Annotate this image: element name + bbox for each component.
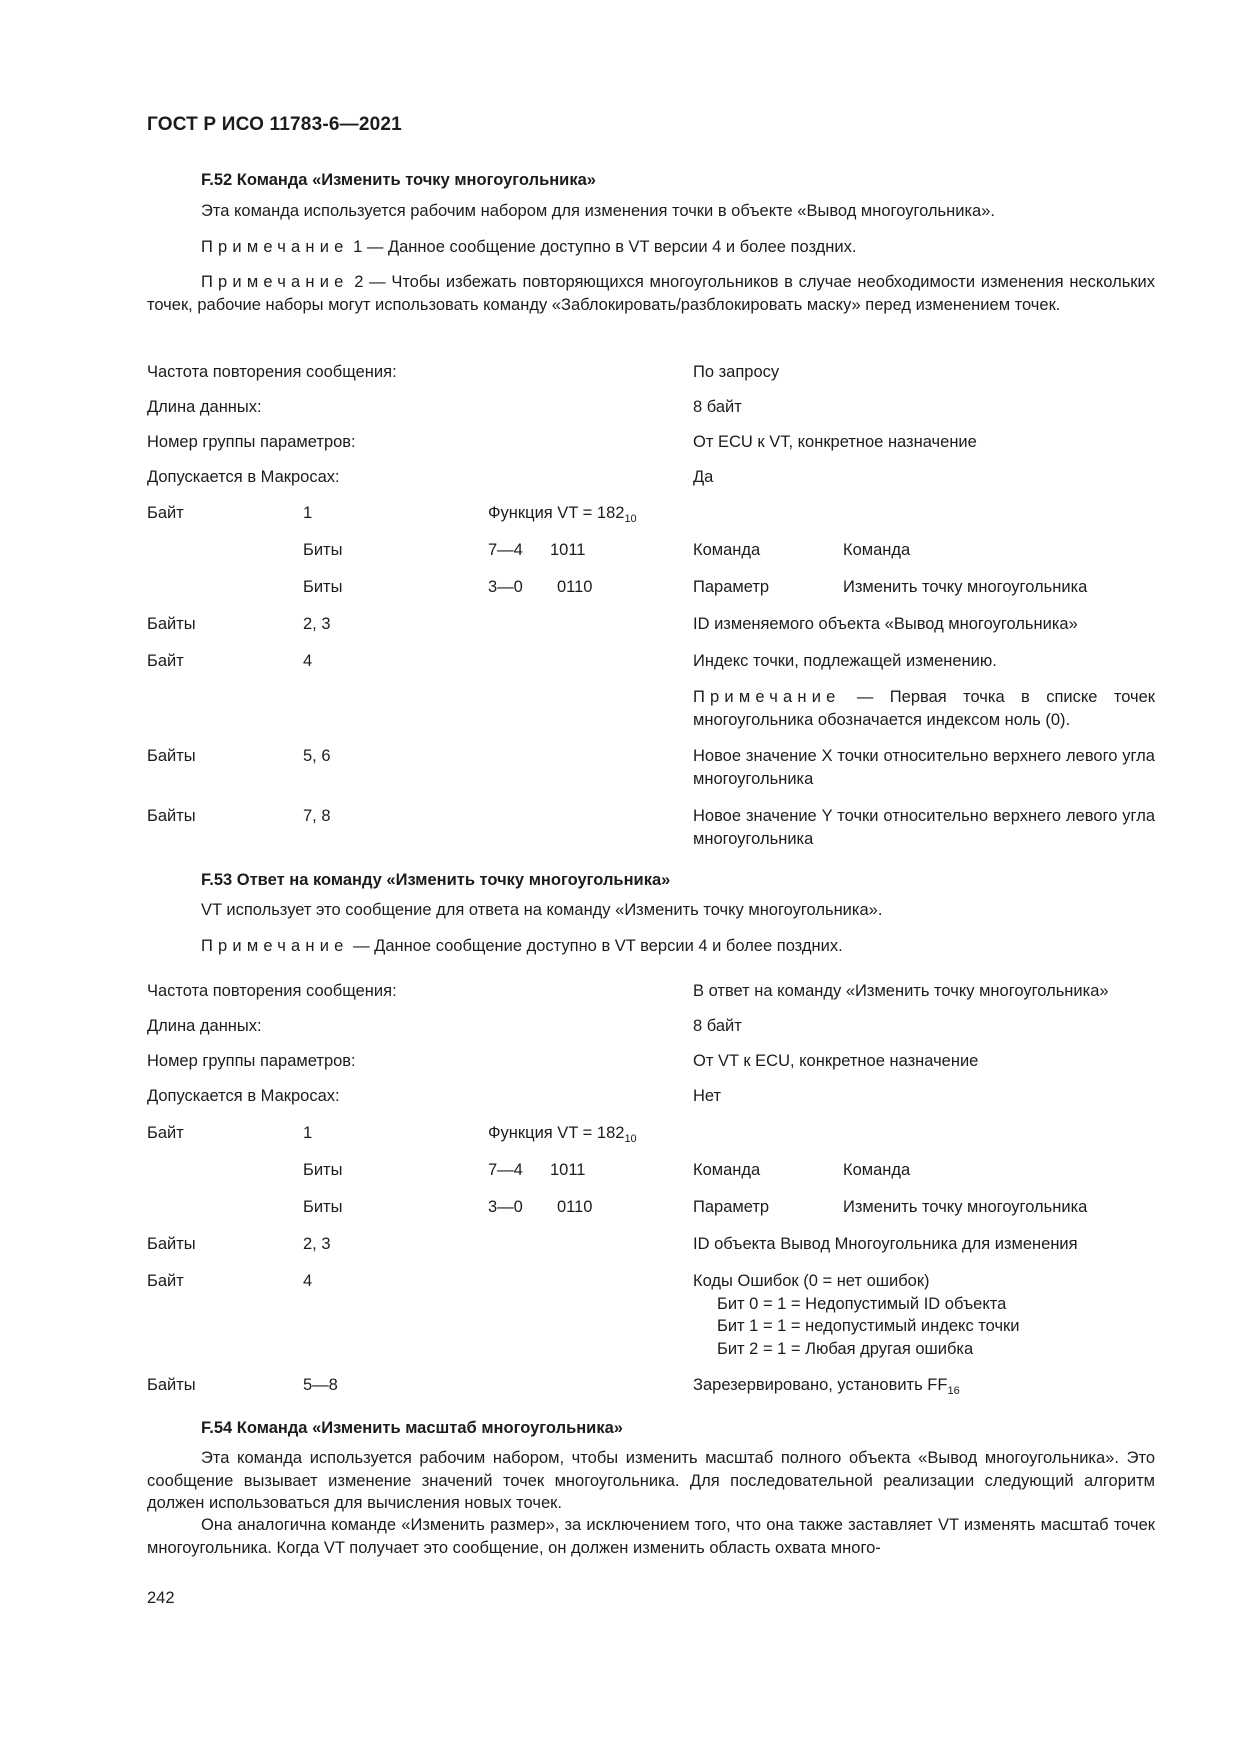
byte-desc: Зарезервировано, установить $FF_{16}$ <box>693 1376 960 1397</box>
property-label: Допускается в Макросах: <box>147 1087 340 1105</box>
property-label: Номер группы параметров: <box>147 1052 356 1070</box>
byte-desc: ID изменяемого объекта «Вывод многоугольника» <box>693 615 1078 633</box>
bits-name: Параметр <box>693 578 770 596</box>
property-label: Частота повторения сообщения: <box>147 982 397 1000</box>
bits-range: 3—0 <box>488 1198 523 1216</box>
bits-value: 0110 <box>557 578 593 596</box>
bits-name: Команда <box>693 1161 761 1179</box>
f53-note <box>147 935 1155 958</box>
f53-intro <box>147 899 1155 922</box>
property-label: Частота повторения сообщения: <box>147 363 397 381</box>
property-value: Нет <box>693 1087 722 1105</box>
property-row <box>147 431 1157 455</box>
paragraph: Она аналогична команде «Изменить размер», за исключением того, что она также заставляет VT изменять масштаб точек многоугольника. Когда VT получает это сообщение, он должен изменить область охвата много- <box>147 1516 1155 1557</box>
f54-para-1 <box>147 1447 1155 1515</box>
byte-label: Байты <box>147 1376 196 1394</box>
property-label: Номер группы параметров: <box>147 433 356 451</box>
note-label: Примечание <box>201 273 349 291</box>
error-bit: Бит 2 = 1 = Любая другая ошибка <box>717 1339 974 1358</box>
section-heading: F.53 Ответ на команду «Изменить точку многоугольника» <box>201 871 671 889</box>
bits-label: Биты <box>303 1161 343 1179</box>
byte-number: 5, 6 <box>303 747 331 765</box>
byte-label: Байт <box>147 504 184 522</box>
byte-number: 7, 8 <box>303 807 331 825</box>
bits-label: Биты <box>303 1198 343 1216</box>
byte-desc: Индекс точки, подлежащей изменению. <box>693 652 997 670</box>
f54-para-2 <box>147 1514 1155 1559</box>
bits-name: Параметр <box>693 1198 770 1216</box>
byte-number: 2, 3 <box>303 615 331 633</box>
byte-label: Байты <box>147 1235 196 1253</box>
error-bit: Бит 1 = 1 = недопустимый индекс точки <box>717 1317 1020 1335</box>
byte-desc: ID объекта Вывод Многоугольника для изменения <box>693 1235 1078 1253</box>
function-value: Функция VT = $182_{10}$ <box>488 1124 637 1145</box>
bits-label: Биты <box>303 541 343 559</box>
byte-number: 1 <box>303 504 313 522</box>
document-header: ГОСТ Р ИСО 11783-6—2021 <box>147 114 402 135</box>
byte-label: Байты <box>147 747 196 765</box>
property-row <box>147 1015 1157 1039</box>
f52-heading-block <box>147 171 1155 190</box>
byte-number: 1 <box>303 1124 313 1142</box>
byte-row <box>147 502 1157 526</box>
byte-label: Байты <box>147 807 196 825</box>
note-text: 2 — Чтобы избежать повторяющихся многоугольников в случае необходимости изменения нескольких точек, рабочие наборы могут использовать команду «Заблокировать/разблокировать маску» перед изменением точек. <box>147 273 1155 314</box>
page-number: 242 <box>147 1589 175 1607</box>
byte-label: Байт <box>147 1272 184 1290</box>
note-label: Примечание <box>201 937 349 955</box>
section-heading: F.54 Команда «Изменить масштаб многоугольника» <box>201 1419 623 1437</box>
property-row <box>147 980 1157 1004</box>
paragraph: Эта команда используется рабочим набором, чтобы изменить масштаб полного объекта «Вывод многоугольника». Это сообщение вызывает изменение значений точек многоугольника. Для последовательной реализации следующий алгоритм должен использоваться для вычисления новых точек. <box>147 1449 1155 1512</box>
note-text: 1 — Данное сообщение доступно в VT версии 4 и более поздних. <box>348 238 857 256</box>
property-row <box>147 361 1157 385</box>
bits-desc: Команда <box>843 1161 911 1179</box>
bits-range: 7—4 <box>488 1161 523 1179</box>
error-codes-title: Коды Ошибок (0 = нет ошибок) <box>693 1272 930 1290</box>
bits-value: 1011 <box>550 1161 586 1179</box>
paragraph: VT использует это сообщение для ответа на команду «Изменить точку многоугольника». <box>201 901 883 919</box>
paragraph: Эта команда используется рабочим набором для изменения точки в объекте «Вывод многоугольника». <box>201 202 995 220</box>
byte-number: 2, 3 <box>303 1235 331 1253</box>
byte-desc: Новое значение Y точки относительно верхнего левого угла многоугольника <box>693 807 1155 848</box>
error-codes <box>693 1270 1020 1360</box>
bytes-row <box>147 1374 1157 1398</box>
property-value: 8 байт <box>693 398 742 416</box>
bits-value: 1011 <box>550 541 586 559</box>
function-value: Функция VT = $182_{10}$ <box>488 504 637 525</box>
note-text: — Данное сообщение доступно в VT версии 4 и более поздних. <box>348 937 843 955</box>
f53-heading-block <box>147 871 1155 890</box>
f52-note-1 <box>147 236 1155 259</box>
error-bit: Бит 0 = 1 = Недопустимый ID объекта <box>717 1294 1007 1313</box>
bits-label: Биты <box>303 578 343 596</box>
property-value: От ECU к VT, конкретное назначение <box>693 433 977 451</box>
f52-note-2 <box>147 271 1155 316</box>
note-text: — Первая точка в списке точек многоугольника обозначается индексом ноль (0). <box>693 688 1155 729</box>
bits-row <box>147 539 1157 563</box>
byte-number: 5—8 <box>303 1376 338 1394</box>
property-value: От VT к ECU, конкретное назначение <box>693 1052 979 1070</box>
byte-note <box>693 686 1155 731</box>
bits-value: 0110 <box>557 1198 593 1216</box>
property-label: Допускается в Макросах: <box>147 468 340 486</box>
property-row <box>147 1050 1157 1074</box>
bits-range: 7—4 <box>488 541 523 559</box>
byte-label: Байт <box>147 652 184 670</box>
byte-number: 4 <box>303 652 313 670</box>
bytes-row <box>147 613 1157 637</box>
bits-range: 3—0 <box>488 578 523 596</box>
section-heading: F.52 Команда «Изменить точку многоугольника» <box>201 171 596 189</box>
byte-label: Байт <box>147 1124 184 1142</box>
property-value: Да <box>693 468 714 486</box>
property-row <box>147 396 1157 420</box>
property-value: По запросу <box>693 363 780 381</box>
byte-row <box>147 650 1157 674</box>
property-value: 8 байт <box>693 1017 742 1035</box>
byte-label: Байты <box>147 615 196 633</box>
bits-row <box>147 1159 1157 1183</box>
byte-number: 4 <box>303 1272 313 1290</box>
bits-row <box>147 1196 1157 1220</box>
property-row <box>147 466 1157 490</box>
bytes-row <box>147 1233 1157 1257</box>
property-label: Длина данных: <box>147 1017 262 1035</box>
byte-desc: Новое значение X точки относительно верхнего левого угла многоугольника <box>693 747 1155 788</box>
bits-name: Команда <box>693 541 761 559</box>
bits-desc: Команда <box>843 541 911 559</box>
bits-desc: Изменить точку многоугольника <box>843 1198 1088 1216</box>
property-label: Длина данных: <box>147 398 262 416</box>
f52-intro <box>147 200 1155 223</box>
property-row <box>147 1085 1157 1109</box>
f54-heading-block <box>147 1419 1155 1438</box>
note-label: Примечание <box>693 688 841 706</box>
bits-row <box>147 576 1157 600</box>
note-label: Примечание <box>201 238 349 256</box>
byte-row <box>147 1122 1157 1146</box>
property-value: В ответ на команду «Изменить точку многоугольника» <box>693 982 1109 1000</box>
bits-desc: Изменить точку многоугольника <box>843 578 1088 596</box>
